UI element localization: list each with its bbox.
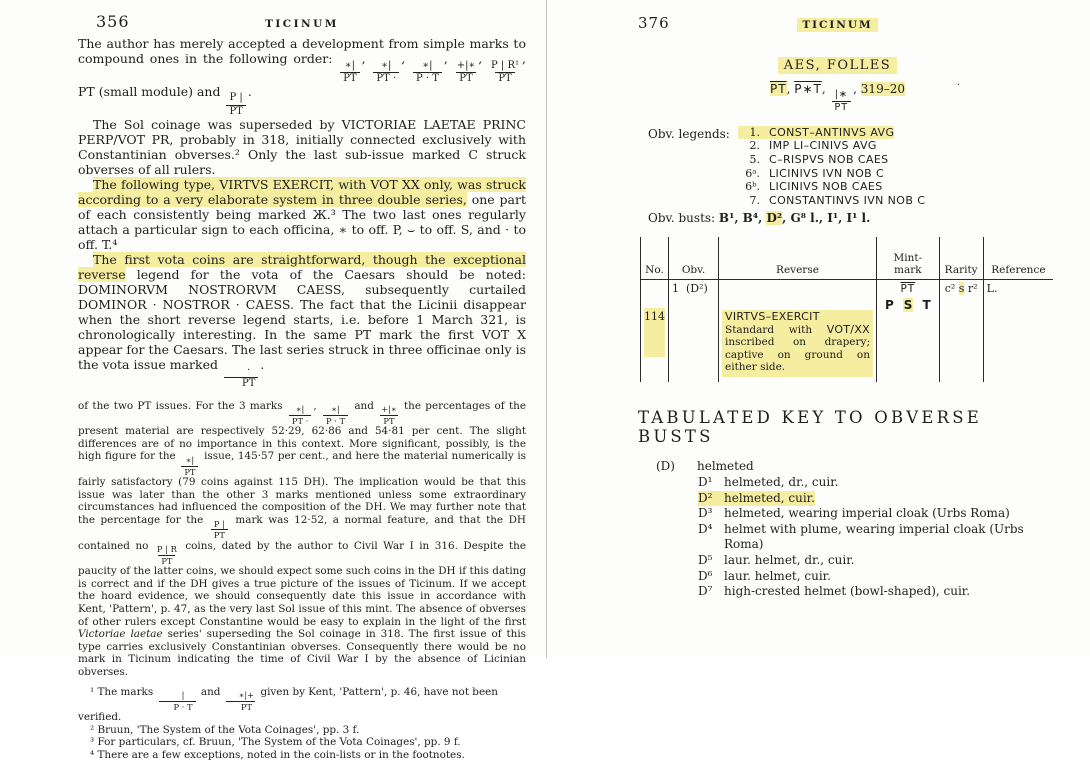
text-segment: inscribed on drapery; captive on ground on either side. [725, 336, 870, 374]
legend-text: C–RISPVS NOB CAES [769, 153, 889, 167]
obverse-busts-line [648, 211, 1065, 225]
mintmark-pt-overline: $\overline{PT}$ [900, 283, 916, 296]
text-segment: The Sol coinage was superseded by VICTORIAE LAETAE PRINC PERP/VOT PR, probably in 318, initially connected exclusively with Constantinian obverses.² Only the last sub-issue marked C struck obverses of all rulers. [78, 116, 526, 177]
text-segment: 319–20 [860, 82, 905, 96]
text-segment: , [478, 51, 489, 66]
text-segment: VIRTVS–EXERCIT [725, 310, 820, 324]
bust-code: D⁷ [698, 584, 713, 599]
text-segment: Victoriae laetae [78, 628, 163, 641]
text-segment: The following type, VIRTVS EXERCIT, with VOT XX only, was struck according to a very elaborate system in three double series, [78, 176, 526, 207]
col-header-reverse: Reverse [719, 237, 877, 280]
text-segment: , [786, 82, 795, 96]
text-segment: P∗T [794, 82, 822, 96]
key-items [698, 475, 1065, 600]
legend-item [738, 194, 925, 208]
col-header-reference: Reference [983, 237, 1053, 280]
left-running-head: TICINUM [265, 18, 339, 30]
legend-item [738, 167, 884, 181]
key-item-d4 [698, 522, 1065, 553]
bust-code: D² [698, 490, 713, 505]
coin-mark-fraction: $\frac{∗|}{P \cdot T}$ [323, 405, 348, 425]
legend-number: 7. [749, 193, 760, 207]
obverse-busts-key [610, 459, 1065, 599]
col-header-mintmark: Mint- mark [877, 237, 940, 280]
text-segment: Standard with [725, 323, 827, 336]
footnotes [78, 686, 526, 762]
coin-table-row-114 [641, 280, 1054, 383]
text-segment: . [260, 356, 265, 372]
text-segment: c² [944, 282, 959, 296]
text-segment: VOT/XX [826, 322, 870, 336]
coin-table-header-row [641, 237, 1054, 280]
text-segment: given by Kent, 'Pattern', p. 46, have not been verified. [78, 685, 498, 724]
text-segment: and [350, 399, 379, 412]
key-item-d5 [698, 553, 854, 569]
bust-code: D⁴ [698, 521, 713, 536]
text-segment: , [313, 399, 321, 412]
legend-text: LICINIVS IVN NOB C [769, 166, 885, 180]
cell-reference: L. [983, 280, 1053, 383]
bust-code: D¹ [698, 475, 713, 490]
legend-item [738, 139, 877, 153]
coin-mark-fraction: $\frac{∗|}{PT \cdot}$ [289, 405, 311, 425]
key-item-d7 [698, 584, 970, 600]
bust-code: D⁵ [698, 553, 713, 567]
legend-text: LICINIVS NOB CAES [769, 180, 883, 194]
legend-text: CONST–ANTINVS AVG [769, 125, 895, 139]
footnote-4 [78, 749, 526, 762]
key-group-code: (D) [656, 459, 675, 474]
bust-code: D⁶ [698, 568, 713, 583]
text-segment: ⁴ There are a few exceptions, noted in the coin-lists or in the footnotes. [90, 749, 465, 762]
col-header-rarity: Rarity [939, 237, 983, 280]
text-segment: . [247, 83, 252, 99]
text-segment: ² Bruun, 'The System of the Vota Coinages', pp. 3 f. [90, 723, 360, 736]
obverse-legends-list [738, 126, 1065, 208]
text-segment: of the two PT issues. For the 3 marks [78, 399, 287, 412]
cell-obv: 1 (D²) [669, 280, 719, 383]
coin-mark-fraction: $\frac{∗|}{PT \cdot}$ [373, 61, 399, 84]
text-segment: ¹ The marks [90, 685, 157, 698]
text-segment: T [922, 298, 931, 313]
coin-mark-fraction: $\frac{P |}{PT}$ [211, 520, 228, 540]
bust-description: laur. helmet, cuir. [724, 568, 831, 583]
coin-mark-fraction: $\frac{|}{P \cdot T}$ [159, 691, 196, 711]
coin-table [640, 237, 1053, 382]
cell-mintmark [877, 280, 940, 383]
obverse-legends-block [610, 126, 1065, 208]
right-running-head: TICINUM [797, 18, 877, 32]
coin-mark-fraction: $\frac{+|∗}{PT}$ [456, 59, 476, 84]
coin-mark-fraction: $\frac{∗|}{P \cdot T}$ [413, 61, 442, 84]
bust-description: high-crested helmet (bowl-shaped), cuir. [724, 584, 971, 599]
mintmark-series-line [610, 82, 1065, 113]
text-segment: r² [964, 282, 978, 296]
legend-number: 6ᵇ. [745, 180, 760, 194]
text-segment: , PT (small module) and [78, 51, 526, 99]
text-segment: s [958, 282, 965, 296]
legend-text: IMP LI–CINIVS AVG [769, 139, 877, 153]
text-segment: , [853, 82, 861, 96]
footnote-1 [78, 686, 526, 724]
text-segment: issue, 145·57 per cent., and here the material numerically is fairly satisfactory (79 coins against 115 DH). The implication would be that this issue was later than the other 3 marks mentioned unless some extraordinary circumstances had influenced the composition of the DH. We may further note that the percentage for the [78, 450, 526, 526]
small-text-commentary [78, 400, 526, 679]
text-segment: Obv. busts: [648, 211, 719, 226]
section-heading-aes-folles [610, 58, 1065, 73]
coin-mark-fraction: $\frac{P | R}{PT}$ [156, 544, 177, 566]
footnote-3 [78, 736, 526, 749]
coin-mark-fraction: $\frac{|∗}{PT}$ [832, 90, 852, 113]
coin-mark-fraction: $\frac{∗|+}{PT}$ [226, 691, 255, 711]
text-segment: D² [766, 211, 783, 226]
bust-description: helmeted, wearing imperial cloak (Urbs Roma) [724, 506, 1010, 521]
text-segment: the percentages of the present material are respectively 52·29, 62·86 and 54·81 per cent. The slight differences are of no importance in this context. More significant, possibly, is the high figure for the [78, 399, 526, 463]
paragraph-virtus-exercit [78, 177, 526, 252]
mintmark-officina-letters [880, 298, 936, 312]
key-item-d2 [698, 491, 815, 507]
legend-number: 5. [749, 153, 760, 167]
text-segment: $\overline{PT}$ [770, 82, 787, 96]
coin-mark-fraction: $\frac{\cdot}{PT}$ [224, 366, 258, 389]
page-gutter-divider [546, 0, 547, 658]
cell-reverse [719, 280, 877, 383]
key-group-d [656, 459, 1065, 475]
right-page [610, 14, 1065, 600]
paragraph-marks-order [78, 36, 526, 117]
coin-number: 114 [644, 308, 665, 357]
stray-dot-mark: · [956, 80, 960, 91]
cell-no [641, 280, 669, 383]
text-segment: S [903, 298, 913, 313]
text-segment: ³ For particulars, cf. Bruun, 'The System of the Vota Coinages', pp. 9 f. [90, 736, 461, 749]
paragraph-sol-coinage [78, 117, 526, 177]
coin-mark-fraction: $\frac{P |}{PT}$ [226, 93, 245, 116]
text-segment: and [197, 685, 224, 698]
bust-code: D³ [698, 506, 713, 521]
cell-rarity [939, 280, 983, 383]
bust-description: laur. helmet, dr., cuir. [724, 553, 855, 567]
left-page [78, 12, 527, 762]
legend-text: CONSTANTINVS IVN NOB C [769, 193, 926, 207]
aes-folles-label: AES, FOLLES [778, 57, 897, 74]
text-segment: P [885, 298, 894, 313]
legend-item [738, 153, 889, 167]
legend-item [738, 126, 894, 140]
key-item-d1 [698, 475, 838, 491]
col-header-obv: Obv. [669, 237, 719, 280]
key-item-d3 [698, 506, 1010, 522]
right-page-header [610, 14, 1065, 32]
paragraph-vota-coins [78, 252, 526, 390]
obverse-legends-label: Obv. legends: [648, 126, 730, 141]
coin-mark-fraction: $\frac{\text{P | R¹}}{PT}$ [491, 59, 520, 84]
key-item-d6 [698, 569, 831, 585]
coin-mark-fraction: $\frac{∗|}{PT}$ [340, 61, 359, 84]
right-page-number: 376 [638, 14, 670, 32]
text-segment: , [361, 51, 372, 66]
key-group-label: helmeted [696, 459, 754, 474]
text-segment: series' superseding the Sol coinage in 318. The first issue of this type carries exclusively Constantinian obverses. Consequently there would be no mark in Ticinum indicating the time of Civil War I by the absence of Licinian obverses. [78, 628, 526, 679]
text-segment: , G⁸ l., I¹, I¹ l. [782, 211, 871, 226]
left-page-header [78, 12, 526, 31]
col-header-no: No. [641, 237, 669, 280]
legend-number: 6ᵃ. [745, 166, 760, 180]
text-segment: The first vota coins are straightforward, though the exceptional reverse [78, 251, 526, 282]
legend-item [738, 180, 883, 194]
tabulated-key-heading: TABULATED KEY TO OBVERSE BUSTS [638, 408, 983, 447]
text-segment: , [401, 51, 411, 66]
bust-description: helmeted, dr., cuir. [724, 475, 839, 490]
text-segment: B¹, B⁴, [718, 211, 767, 226]
text-segment: legend for the vota of the Caesars should be noted: DOMINORVM NOSTRORVM CAESS, subsequently curtailed DOMINOR · NOSTROR · CAESS. The fact that the Licinii disappear when the short reverse legend starts, i.e. before 1 March 321, is chronologically interesting. In the same PT mark the first VOT X appear for the Caesars. The last series struck in three officinae only is the vota issue marked [78, 266, 526, 372]
legend-number: 2. [749, 139, 760, 153]
left-page-number: 356 [96, 12, 130, 31]
coin-mark-fraction: $\frac{+|∗}{PT}$ [381, 404, 397, 426]
text-segment: one part of each consistently being marked Ж.³ The two last ones regularly attach a particular sign to each officina, ∗ to off. P, ⌣ to off. S, and · to off. T.⁴ [78, 191, 526, 252]
legend-number: 1. [749, 125, 760, 139]
bust-description: helmet with plume, wearing imperial cloak (Urbs Roma) [724, 521, 1024, 552]
bust-description: helmeted, cuir. [724, 490, 815, 505]
text-segment: coins, dated by the author to Civil War I in 316. Despite the paucity of the latter coins, we should expect some such coins in the DH if this dating is correct and if the DH gives a true picture of the issues of Ticinum. If we accept the hoard evidence, we should consequently date this issue in accordance with Kent, 'Pattern', p. 47, as the very last Sol issue of this mint. The absence of obverses of other rulers except Constantine would be easy to explain in the light of the first [78, 539, 527, 628]
mintmark-series [770, 82, 905, 114]
text-segment: The author has merely accepted a development from simple marks to compound ones in the following order: [78, 36, 526, 66]
reverse-description [722, 310, 873, 377]
text-segment: , [821, 82, 830, 96]
coin-mark-fraction: $\frac{∗|}{PT}$ [181, 456, 198, 476]
footnote-2 [78, 724, 526, 737]
text-segment: , [443, 51, 454, 66]
text-segment: mark was 12·52, a normal feature, and that the DH contained no [78, 513, 526, 552]
